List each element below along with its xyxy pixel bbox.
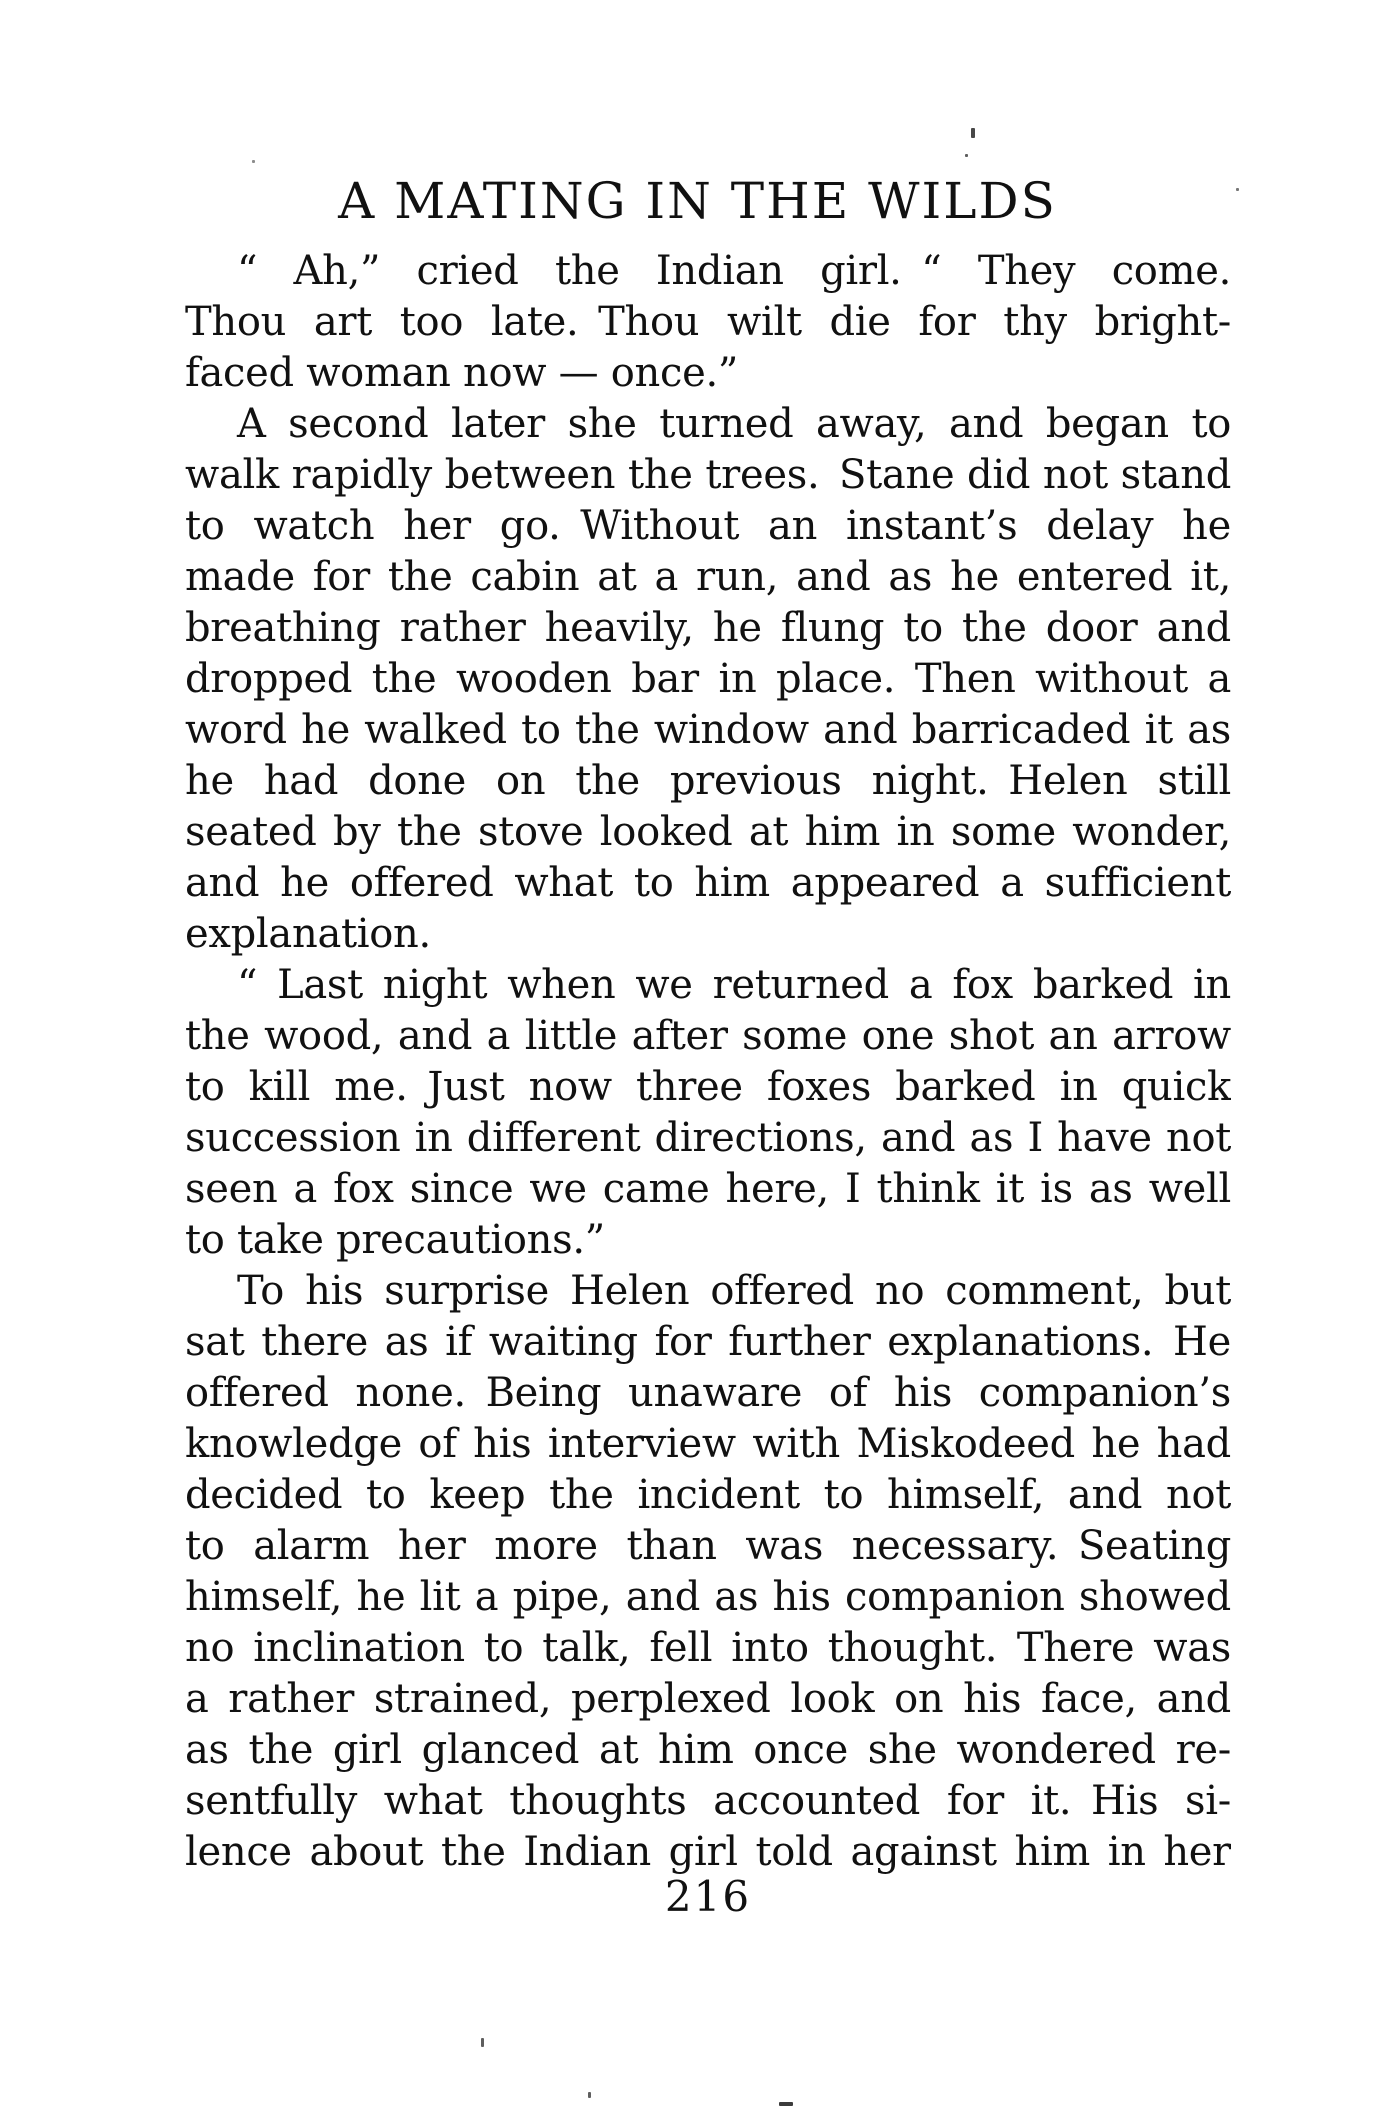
text-line: breathing rather heavily, he flung to the door and <box>185 605 1231 651</box>
text-line: decided to keep the incident to himself, and not <box>185 1472 1231 1518</box>
text-line: word he walked to the window and barricaded it as <box>185 707 1231 753</box>
text-line: “ Ah,” cried the Indian girl. “ They come. <box>237 248 1231 294</box>
body-text <box>185 246 1231 1878</box>
paragraph <box>185 246 1231 399</box>
text-line: sentfully what thoughts accounted for it. His si- <box>185 1778 1231 1824</box>
text-line: made for the cabin at a run, and as he entered it, <box>185 554 1231 600</box>
text-line: to watch her go. Without an instant’s delay he <box>185 503 1231 549</box>
text-line: offered none. Being unaware of his companion’s <box>185 1370 1231 1416</box>
paragraph <box>185 1266 1231 1878</box>
page-title: A MATING IN THE WILDS <box>338 172 1057 230</box>
scan-speck <box>481 2038 484 2047</box>
text-line: dropped the wooden bar in place. Then without a <box>185 656 1231 702</box>
text-line: succession in different directions, and as I have not <box>185 1115 1231 1161</box>
scan-speck <box>965 154 968 157</box>
text-line: seen a fox since we came here, I think it is as well <box>185 1166 1231 1212</box>
text-line: Thou art too late. Thou wilt die for thy bright- <box>185 299 1231 345</box>
text-line: A second later she turned away, and began to <box>237 401 1231 447</box>
text-line: faced woman now — once.” <box>185 350 739 396</box>
text-line: sat there as if waiting for further explanations. He <box>185 1319 1231 1365</box>
text-line: to take precautions.” <box>185 1217 605 1263</box>
paragraph <box>185 399 1231 960</box>
page-number: 216 <box>664 1872 752 1921</box>
text-line: no inclination to talk, fell into thought. There was <box>185 1625 1231 1671</box>
text-line: and he offered what to him appeared a sufficient <box>185 860 1231 906</box>
text-line: a rather strained, perplexed look on his face, and <box>185 1676 1231 1722</box>
scan-speck <box>779 2102 793 2106</box>
scan-speck <box>588 2092 591 2098</box>
text-line: to alarm her more than was necessary. Seating <box>185 1523 1231 1569</box>
text-line: seated by the stove looked at him in some wonder, <box>185 809 1231 855</box>
text-line: himself, he lit a pipe, and as his companion showed <box>185 1574 1231 1620</box>
scan-speck <box>252 160 255 163</box>
text-line: knowledge of his interview with Miskodeed he had <box>185 1421 1231 1467</box>
text-line: lence about the Indian girl told against him in her <box>185 1829 1231 1875</box>
text-line: he had done on the previous night. Helen still <box>185 758 1231 804</box>
text-line: “ Last night when we returned a fox barked in <box>237 962 1231 1008</box>
scan-speck <box>971 128 975 138</box>
text-line: as the girl glanced at him once she wondered re- <box>185 1727 1231 1773</box>
text-line: the wood, and a little after some one shot an arrow <box>185 1013 1231 1059</box>
text-line: explanation. <box>185 911 431 957</box>
scan-speck <box>1236 188 1239 191</box>
text-line: to kill me. Just now three foxes barked in quick <box>185 1064 1231 1110</box>
text-line: To his surprise Helen offered no comment, but <box>237 1268 1231 1314</box>
paragraph <box>185 960 1231 1266</box>
text-line: walk rapidly between the trees. Stane did not stand <box>185 452 1231 498</box>
